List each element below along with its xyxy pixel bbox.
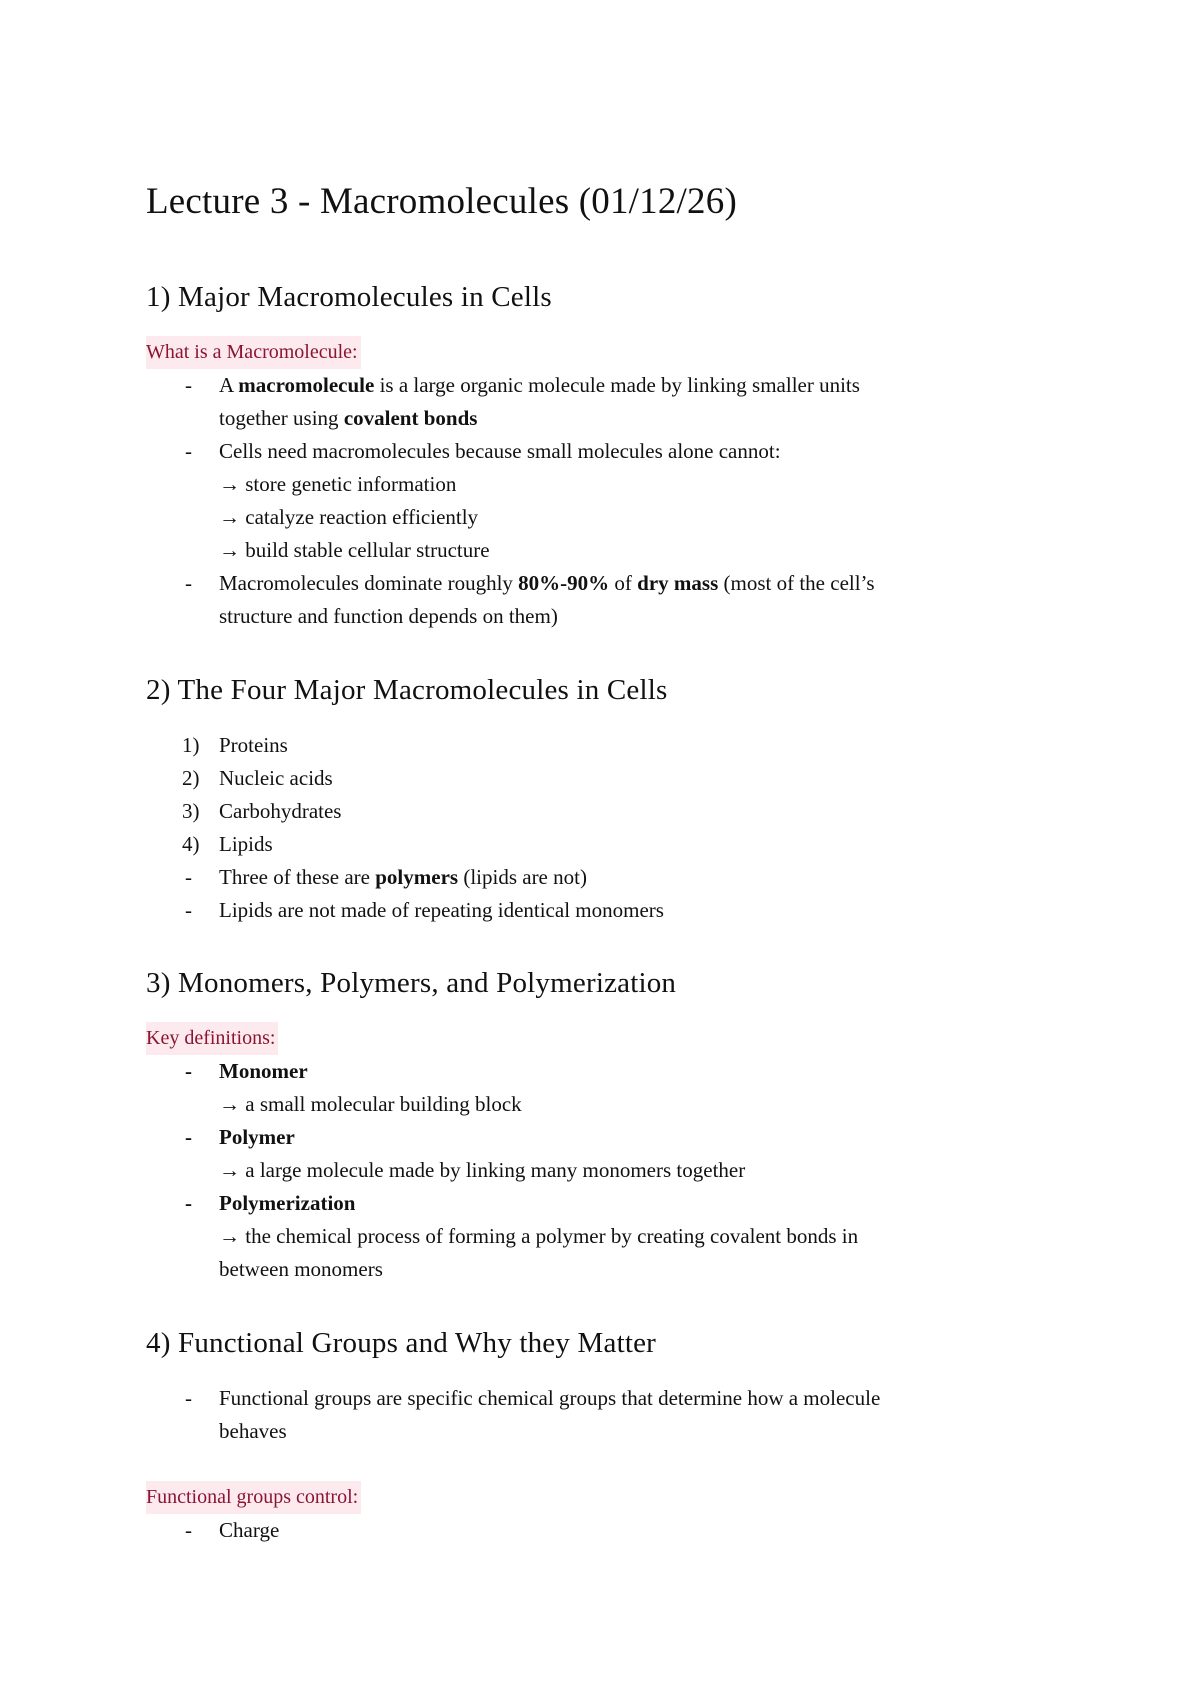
section-3-heading: 3) Monomers, Polymers, and Polymerization: [146, 967, 677, 999]
arrow-icon: →: [219, 1158, 240, 1182]
page-title: Lecture 3 - Macromolecules (01/12/26): [146, 181, 737, 222]
dash-marker: -: [185, 1518, 192, 1542]
section-4-heading: 4) Functional Groups and Why they Matter: [146, 1327, 657, 1359]
section-2-heading: 2) The Four Major Macromolecules in Cells: [146, 674, 668, 706]
dash-marker: -: [185, 865, 192, 889]
section-1-label: What is a Macromolecule:: [146, 336, 361, 369]
dash-marker: -: [185, 1125, 192, 1149]
section-3-label: Key definitions:: [146, 1022, 278, 1055]
arrow-icon: →: [219, 505, 240, 529]
arrow-icon: →: [219, 472, 240, 496]
dash-marker: -: [185, 1191, 192, 1215]
dash-marker: -: [185, 1386, 192, 1410]
arrow-icon: →: [219, 538, 240, 562]
dash-marker: -: [185, 439, 192, 463]
dash-marker: -: [185, 571, 192, 595]
arrow-icon: →: [219, 1092, 240, 1116]
section-1-heading: 1) Major Macromolecules in Cells: [146, 281, 552, 313]
dash-marker: -: [185, 373, 192, 397]
arrow-icon: →: [219, 1224, 240, 1248]
section-4-label: Functional groups control:: [146, 1481, 361, 1514]
dash-marker: -: [185, 898, 192, 922]
dash-marker: -: [185, 1059, 192, 1083]
document-page: Lecture 3 - Macromolecules (01/12/26) 1) Major Macromolecules in Cells What is a Macromolecule: - A macromolecule is a large organic molecule made by linking smaller units together using covalent bonds - Cells need macromolecules because small molecules alone cannot: → store genetic information → catalyze reaction efficiently → build stable cellular structure - Macromolecules dominate roughly 80%-90% of dry mass (most of the cell’s structure and function depends on them) 2) The Four Major Macromolecules in Cells 1) Proteins 2) Nucleic acids 3) Carbohydrates 4) Lipids - Three of these are polymers (lipids are not) - Lipids are not made of repeating identical monomers 3) Monomers, Polymers, and Polymerization Key definitions: - Monomer → a small molecular building block - Polymer → a large molecule made by linking many monomers together - Polymerization → the chemical process of forming a polymer by creating covalent bonds in between monomers 4) Functional Groups and Why they Matter - Functional groups are specific chemical groups that determine how a molecule behaves Functional groups control: - Charge: [0, 0, 1200, 1694]
